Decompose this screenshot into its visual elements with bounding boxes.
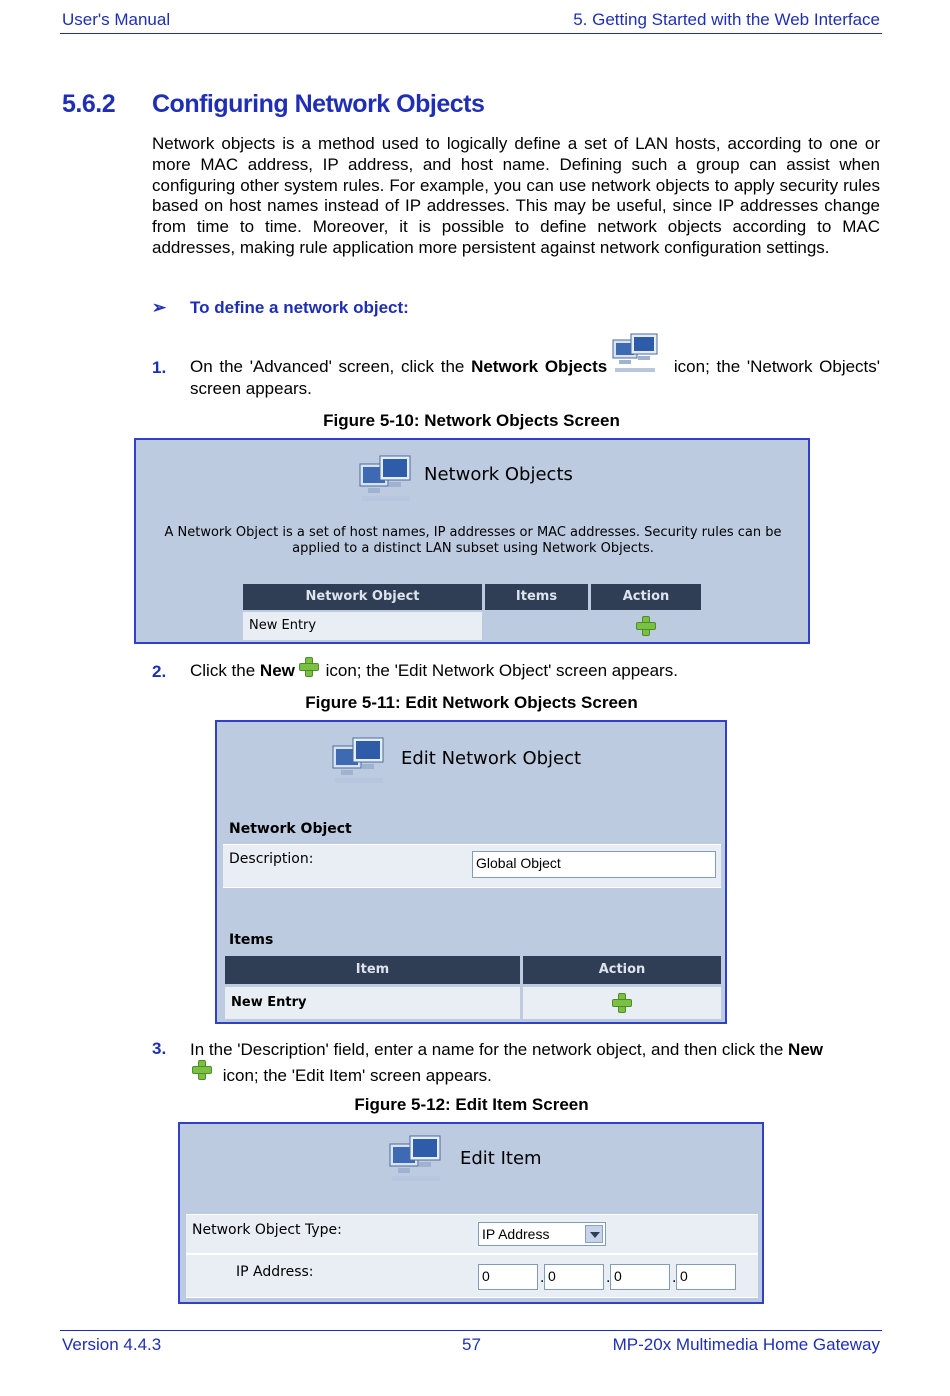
step-3-bold: New — [788, 1040, 824, 1059]
figure-2-caption: Figure 5-11: Edit Network Objects Screen — [305, 693, 638, 712]
step-2-pre: Click the — [190, 661, 260, 680]
ip-address-label: IP Address: — [236, 1264, 314, 1280]
network-object-type-select[interactable] — [478, 1222, 606, 1246]
step-2-post: icon; the 'Edit Network Object' screen appears. — [320, 661, 678, 680]
add-plus-icon — [190, 1068, 218, 1086]
step-2-number: 2. — [152, 662, 167, 681]
column-network-object: Network Object — [243, 584, 482, 610]
ip-octet-1[interactable]: 0 — [478, 1264, 538, 1290]
network-objects-screen — [134, 438, 810, 644]
procedure-title: To define a network object: — [190, 298, 409, 317]
arrow-bullet-icon: ➢ — [152, 298, 167, 317]
step-3-number: 3. — [152, 1039, 167, 1058]
ip-dot: . — [540, 1270, 545, 1286]
network-objects-description: A Network Object is a set of host names, IP addresses or MAC addresses. Security rules can be applied to a distinct LAN subset using Network Objects. — [164, 525, 782, 556]
network-objects-icon — [388, 1130, 448, 1186]
header-rule — [60, 33, 882, 34]
step-1-pre: On the 'Advanced' screen, click the — [190, 357, 472, 376]
edit-network-object-screen — [215, 720, 727, 1024]
network-objects-icon — [607, 358, 667, 378]
network-objects-title: Network Objects — [424, 464, 573, 485]
column-action: Action — [591, 584, 701, 610]
ip-dot: . — [606, 1270, 611, 1286]
step-1-text — [190, 356, 880, 400]
footer-page-number: 57 — [462, 1335, 481, 1354]
ip-octet-3[interactable]: 0 — [610, 1264, 670, 1290]
action-cell — [523, 987, 721, 1019]
edit-item-title: Edit Item — [460, 1148, 542, 1169]
edit-network-object-title: Edit Network Object — [401, 748, 582, 769]
step-3-post: icon; the 'Edit Item' screen appears. — [218, 1066, 492, 1085]
new-entry-cell: New Entry — [225, 987, 520, 1019]
add-plus-icon[interactable] — [636, 616, 656, 636]
column-action: Action — [523, 956, 721, 984]
network-objects-icon — [358, 450, 418, 506]
edit-item-screen — [178, 1122, 764, 1304]
dropdown-caret-icon[interactable] — [585, 1225, 603, 1243]
intro-paragraph: Network objects is a method used to logically define a set of LAN hosts, according to one or more MAC address, IP address, and host name. Defining such a group can assist when configuring other system rules. For example, you can use network objects to apply security rules based on host names instead of IP addresses. This may be useful, since IP addresses change from time to time. Moreover, it is possible to define network objects according to MAC addresses, making rule application more persistent against network configuration settings. — [152, 134, 880, 257]
step-1-post: icon; the 'Network Objects' screen appears. — [190, 357, 881, 398]
step-2-text — [190, 660, 678, 682]
step-3-text — [190, 1037, 880, 1089]
network-object-type-label: Network Object Type: — [192, 1222, 342, 1238]
column-item: Item — [225, 956, 520, 984]
description-label: Description: — [229, 851, 314, 867]
ip-octet-4[interactable]: 0 — [676, 1264, 736, 1290]
step-2-bold: New — [259, 661, 295, 680]
add-plus-icon — [295, 663, 321, 681]
network-objects-icon — [331, 732, 391, 788]
header-right: 5. Getting Started with the Web Interface — [573, 10, 880, 29]
step-1-bold: Network Objects — [471, 357, 608, 376]
footer-product: MP-20x Multimedia Home Gateway — [612, 1335, 880, 1354]
ip-octet-2[interactable]: 0 — [544, 1264, 604, 1290]
procedure-heading — [152, 298, 409, 318]
footer-version: Version 4.4.3 — [62, 1335, 162, 1354]
description-input[interactable]: Global Object — [472, 851, 716, 878]
column-items: Items — [485, 584, 588, 610]
new-entry-cell: New Entry — [243, 612, 482, 640]
header-left: User's Manual — [62, 10, 171, 29]
items-section-label: Items — [229, 932, 274, 948]
figure-3-caption: Figure 5-12: Edit Item Screen — [354, 1095, 589, 1114]
footer-rule — [60, 1330, 882, 1331]
step-1-number: 1. — [152, 358, 167, 377]
network-object-type-value: IP Address — [482, 1226, 550, 1242]
add-plus-icon[interactable] — [612, 993, 632, 1013]
ip-dot: . — [672, 1270, 677, 1286]
figure-1-caption: Figure 5-10: Network Objects Screen — [323, 411, 620, 430]
section-title: Configuring Network Objects — [152, 90, 485, 118]
section-number: 5.6.2 — [62, 90, 116, 118]
step-3-pre: In the 'Description' field, enter a name for the network object, and then click the — [190, 1040, 789, 1059]
network-object-section-label: Network Object — [229, 821, 352, 837]
